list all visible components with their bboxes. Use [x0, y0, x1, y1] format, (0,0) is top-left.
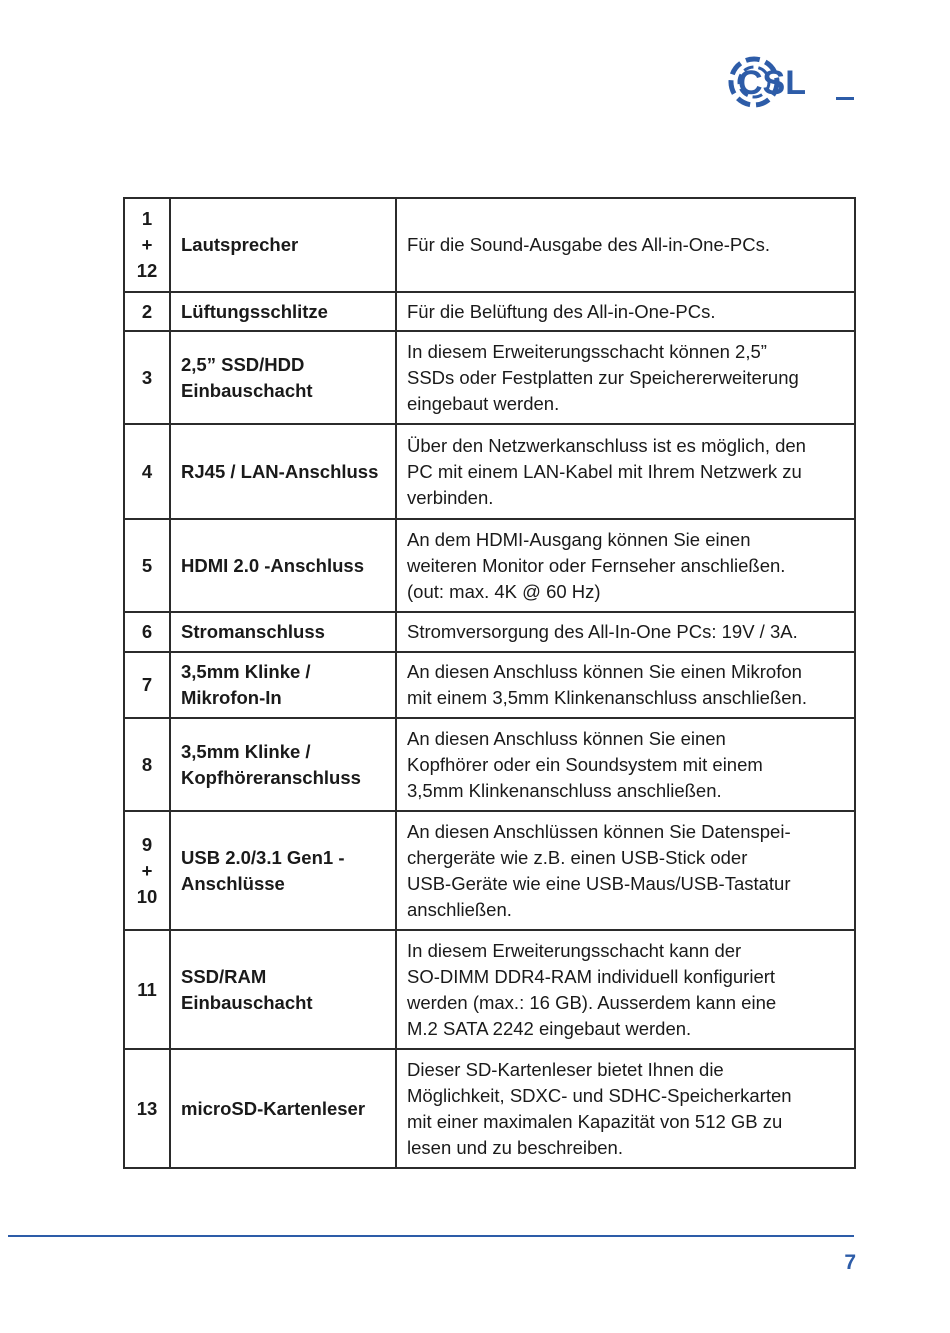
- row-number: 5: [124, 519, 170, 612]
- row-number: 11: [124, 930, 170, 1049]
- row-name: HDMI 2.0 -Anschluss: [170, 519, 396, 612]
- table-row: [124, 519, 855, 612]
- row-description: An diesen Anschluss können Sie einen Kopfhörer oder ein Soundsystem mit einem 3,5mm Klinkenanschluss anschließen.: [396, 718, 855, 811]
- row-number: 2: [124, 292, 170, 331]
- row-description: An diesen Anschlüssen können Sie Datenspei- chergeräte wie z.B. einen USB-Stick oder USB-Geräte wie eine USB-Maus/USB-Tastatur anschließen.: [396, 811, 855, 930]
- table-row: [124, 811, 855, 930]
- table-row: [124, 331, 855, 424]
- table-row: [124, 930, 855, 1049]
- row-name: Lüftungsschlitze: [170, 292, 396, 331]
- row-name: Stromanschluss: [170, 612, 396, 652]
- table-row: [124, 652, 855, 718]
- row-description: An diesen Anschluss können Sie einen Mikrofon mit einem 3,5mm Klinkenanschluss anschließen.: [396, 652, 855, 718]
- table-row: [124, 612, 855, 652]
- row-number: 9 + 10: [124, 811, 170, 930]
- row-description: In diesem Erweiterungsschacht kann der SO-DIMM DDR4-RAM individuell konfiguriert werden (max.: 16 GB). Ausserdem kann eine M.2 SATA 2242 eingebaut werden.: [396, 930, 855, 1049]
- table-row: [124, 1049, 855, 1168]
- row-number: 6: [124, 612, 170, 652]
- row-number: 3: [124, 331, 170, 424]
- table-row: [124, 424, 855, 519]
- table-row: [124, 198, 855, 292]
- logo-text: CSL: [738, 64, 806, 102]
- row-description: An dem HDMI-Ausgang können Sie einen weiteren Monitor oder Fernseher anschließen. (out: max. 4K @ 60 Hz): [396, 519, 855, 612]
- table-row: [124, 718, 855, 811]
- row-description: Für die Belüftung des All-in-One-PCs.: [396, 292, 855, 331]
- row-name: 2,5” SSD/HDD Einbauschacht: [170, 331, 396, 424]
- page-number: 7: [844, 1251, 856, 1274]
- row-name: SSD/RAM Einbauschacht: [170, 930, 396, 1049]
- row-number: 7: [124, 652, 170, 718]
- row-description: Über den Netzwerkanschluss ist es möglich, den PC mit einem LAN-Kabel mit Ihrem Netzwerk zu verbinden.: [396, 424, 855, 519]
- row-number: 1 + 12: [124, 198, 170, 292]
- row-number: 4: [124, 424, 170, 519]
- row-number: 13: [124, 1049, 170, 1168]
- row-number: 8: [124, 718, 170, 811]
- row-description: Stromversorgung des All-In-One PCs: 19V / 3A.: [396, 612, 855, 652]
- csl-logo: [724, 52, 856, 110]
- footer-divider: [8, 1235, 854, 1237]
- row-name: microSD-Kartenleser: [170, 1049, 396, 1168]
- row-name: 3,5mm Klinke / Mikrofon-In: [170, 652, 396, 718]
- table-row: [124, 292, 855, 331]
- row-description: Für die Sound-Ausgabe des All-in-One-PCs.: [396, 198, 855, 292]
- row-name: Lautsprecher: [170, 198, 396, 292]
- row-description: In diesem Erweiterungsschacht können 2,5” SSDs oder Festplatten zur Speichererweiterung eingebaut werden.: [396, 331, 855, 424]
- spec-table: [123, 197, 856, 1169]
- row-name: 3,5mm Klinke / Kopfhöreranschluss: [170, 718, 396, 811]
- row-description: Dieser SD-Kartenleser bietet Ihnen die Möglichkeit, SDXC- und SDHC-Speicherkarten mit einer maximalen Kapazität von 512 GB zu lesen und zu beschreiben.: [396, 1049, 855, 1168]
- row-name: RJ45 / LAN-Anschluss: [170, 424, 396, 519]
- row-name: USB 2.0/3.1 Gen1 - Anschlüsse: [170, 811, 396, 930]
